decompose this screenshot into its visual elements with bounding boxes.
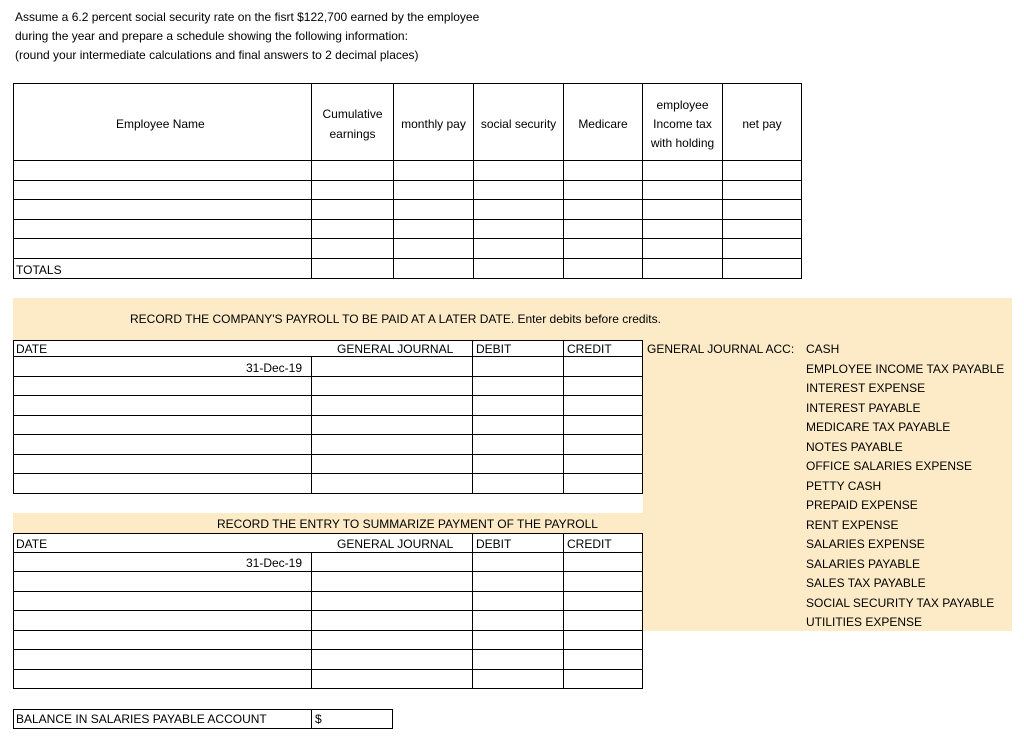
header-cumulative-earnings-2: earnings	[329, 127, 376, 141]
instruction-line-3: (round your intermediate calculations and final answers to 2 decimal places)	[15, 48, 419, 62]
header-medicare: Medicare	[578, 117, 628, 131]
journal2-cell[interactable]	[473, 650, 563, 669]
account-item: PETTY CASH	[806, 478, 882, 493]
journal2-cell[interactable]	[564, 572, 642, 591]
balance-input[interactable]	[325, 710, 392, 728]
journal2-cell[interactable]	[564, 553, 642, 571]
journal2-cell[interactable]	[564, 650, 642, 669]
instruction-line-1: Assume a 6.2 percent social security rate on the fisrt $122,700 earned by the employee	[15, 10, 480, 24]
journal1-credit-header: CREDIT	[567, 342, 612, 356]
journal2-cell[interactable]	[473, 572, 563, 591]
journal2-cell[interactable]	[473, 611, 563, 630]
journal2-debit-header: DEBIT	[476, 537, 512, 551]
account-item: EMPLOYEE INCOME TAX PAYABLE	[806, 361, 1005, 376]
header-social-security: social security	[480, 117, 557, 131]
account-item: INTEREST EXPENSE	[806, 381, 926, 395]
header-monthly-pay: monthly pay	[401, 117, 466, 131]
journal2-gj-header: GENERAL JOURNAL	[337, 537, 454, 551]
journal1-title: RECORD THE COMPANY'S PAYROLL TO BE PAID AT A LATER DATE. Enter debits before credits.	[130, 312, 661, 326]
account-item: SALES TAX PAYABLE	[806, 576, 926, 590]
journal2-cell[interactable]	[473, 553, 563, 571]
balance-currency: $	[315, 712, 322, 726]
journal2-date-header: DATE	[16, 537, 48, 551]
instruction-line-2: during the year and prepare a schedule showing the following information:	[15, 29, 408, 43]
journal2-cell[interactable]	[473, 592, 563, 610]
journal2-cell[interactable]	[564, 592, 642, 610]
journal2-cell[interactable]	[473, 670, 563, 688]
account-item: NOTES PAYABLE	[806, 439, 903, 454]
header-eitw-3: with holding	[650, 136, 715, 150]
header-eitw-2: Income tax	[653, 117, 712, 131]
journal2-credit-header: CREDIT	[567, 537, 612, 551]
journal2-date-value: 31-Dec-19	[246, 556, 303, 570]
account-item: UTILITIES EXPENSE	[806, 615, 923, 629]
journal2-cell[interactable]	[564, 611, 642, 630]
journal2-cell[interactable]	[564, 670, 642, 688]
journal1-date-header: DATE	[16, 342, 48, 356]
header-employee-name: Employee Name	[116, 117, 205, 131]
journal1-gj-header: GENERAL JOURNAL	[337, 342, 454, 356]
header-cumulative-earnings-1: Cumulative	[322, 107, 383, 121]
journal2-cell[interactable]	[564, 631, 642, 649]
journal2-cell[interactable]	[312, 572, 472, 591]
account-item: SALARIES EXPENSE	[806, 537, 925, 551]
balance-label: BALANCE IN SALARIES PAYABLE ACCOUNT	[16, 712, 267, 726]
account-item: OFFICE SALARIES EXPENSE	[806, 459, 973, 473]
journal2-cell[interactable]	[312, 650, 472, 669]
journal2-cell[interactable]	[312, 631, 472, 649]
accounts-label: GENERAL JOURNAL ACC:	[647, 342, 795, 356]
header-net-pay: net pay	[742, 117, 782, 131]
journal1-date-value: 31-Dec-19	[246, 361, 303, 375]
journal2-cell[interactable]	[312, 553, 472, 571]
totals-label: TOTALS	[16, 263, 62, 277]
account-item: SOCIAL SECURITY TAX PAYABLE	[806, 595, 995, 610]
journal2-cell[interactable]	[473, 631, 563, 649]
journal2-title: RECORD THE ENTRY TO SUMMARIZE PAYMENT OF THE PAYROLL	[217, 517, 598, 531]
account-item: SALARIES PAYABLE	[806, 556, 921, 571]
account-item: INTEREST PAYABLE	[806, 400, 921, 415]
header-eitw-1: employee	[656, 98, 709, 112]
journal1-debit-header: DEBIT	[476, 342, 512, 356]
account-item: CASH	[806, 342, 840, 356]
journal2-cell[interactable]	[312, 670, 472, 688]
account-item: MEDICARE TAX PAYABLE	[806, 420, 951, 434]
journal2-cell[interactable]	[312, 611, 472, 630]
journal2-cell[interactable]	[312, 592, 472, 610]
account-item: RENT EXPENSE	[806, 517, 899, 532]
account-item: PREPAID EXPENSE	[806, 498, 918, 512]
